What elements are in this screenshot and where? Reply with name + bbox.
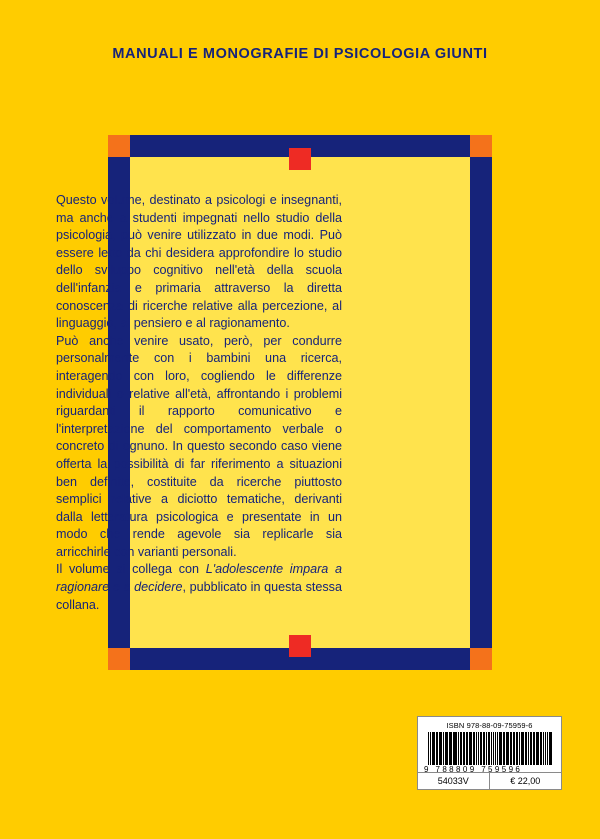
corner-square-bottom-right bbox=[470, 648, 492, 670]
barcode-digits: 9 788809 759596 bbox=[424, 765, 523, 774]
barcode-footer bbox=[418, 772, 561, 789]
barcode-bars bbox=[428, 732, 553, 765]
cover-price: € 22,00 bbox=[510, 776, 541, 786]
corner-square-top-right bbox=[470, 135, 492, 157]
related-book-title: L'adolescente impara a ragionare e a decidere bbox=[56, 562, 342, 595]
blurb-paragraph-2: Può anche venire usato, però, per condurre personalmente con i bambini una ricerca, interagendo con loro, cogliendo le differenze individuali o relative all'età, affrontando i problemi riguardanti il rapporto comunicativo e l'interpretazione del comportamento verbale o concreto di ognuno. In questo secondo caso viene offerta la possibilità di far riferimento a situazioni ben definite, costituite da ricerche piuttosto semplici relative a diciotto tematiche, derivanti dalla letteratura psicologica e presentate in un modo che rende agevole sia replicarle sia arricchirle con varianti personali. bbox=[56, 333, 342, 559]
related-title-prefix: Il volume si collega con bbox=[56, 562, 206, 577]
back-cover-blurb bbox=[56, 192, 342, 614]
corner-square-top-left bbox=[108, 135, 130, 157]
corner-square-bottom-left bbox=[108, 648, 130, 670]
accent-square-top bbox=[289, 148, 311, 170]
series-title: MANUALI E MONOGRAFIE DI PSICOLOGIA GIUNTI bbox=[112, 46, 488, 62]
blurb-paragraph-3 bbox=[56, 561, 342, 614]
related-title-suffix: , pubblicato in questa stessa collana. bbox=[56, 580, 342, 612]
blurb-paragraph-1: Questo volume, destinato a psicologi e insegnanti, ma anche a studenti impegnati nello studio della psicologia, può venire utilizzato in due modi. Può essere letto da chi desidera approfondire lo studio dello sviluppo cognitivo nell'età della scuola dell'infanzia e primaria attraverso la diretta conoscenza di ricerche relative alla percezione, al linguaggio, al pensiero e al ragionamento. bbox=[56, 193, 342, 331]
barcode-block bbox=[417, 716, 562, 790]
accent-square-bottom bbox=[289, 635, 311, 657]
internal-code: 54033V bbox=[418, 773, 490, 789]
isbn-label: ISBN 978-88-09-75959-6 bbox=[446, 721, 533, 730]
